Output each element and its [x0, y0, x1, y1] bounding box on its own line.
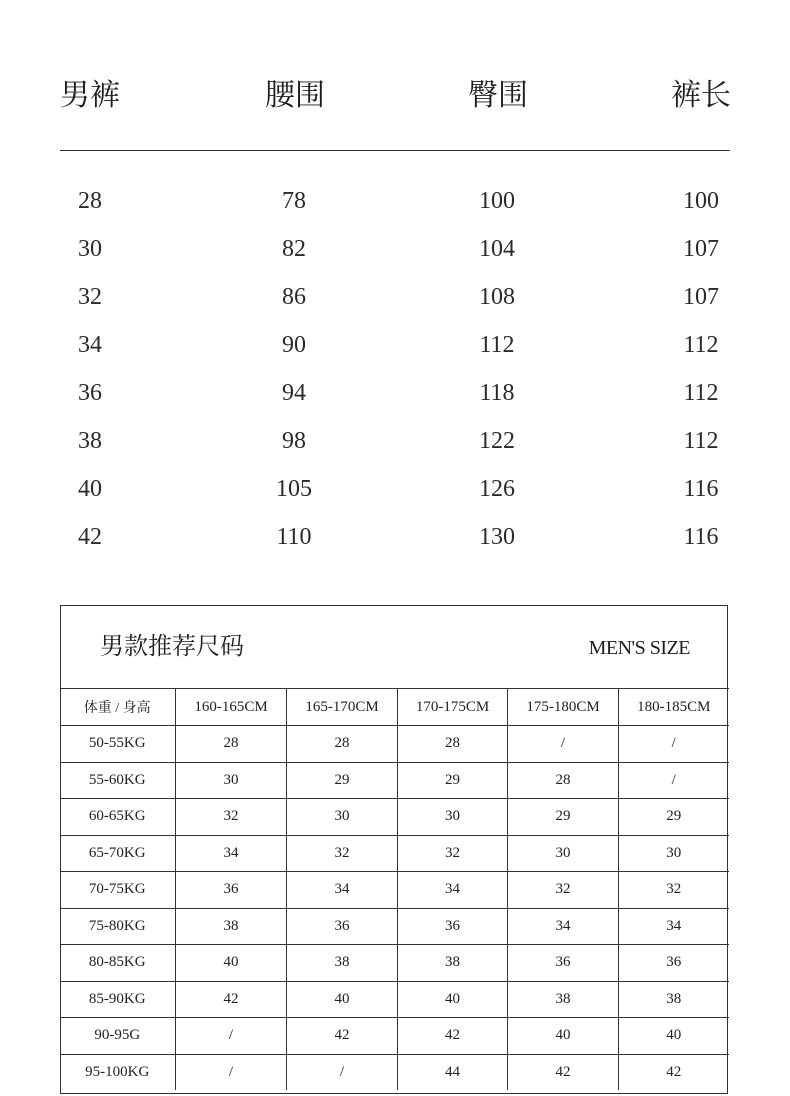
- recommended-size-cell: 32: [287, 835, 398, 872]
- recommended-size-cell: 30: [508, 835, 619, 872]
- pants-size-row: [60, 322, 730, 370]
- weight-range-cell: 65-70KG: [60, 835, 176, 872]
- hip-cell: 100: [479, 188, 515, 214]
- weight-range-cell: 80-85KG: [60, 945, 176, 982]
- height-column-header: 180-185CM: [619, 689, 729, 726]
- recommended-size-cell: /: [287, 1054, 398, 1090]
- pants-size-row: [60, 274, 730, 322]
- recommended-size-cell: 36: [287, 908, 398, 945]
- hip-cell: 130: [479, 524, 515, 550]
- recommended-size-cell: /: [176, 1054, 287, 1090]
- recommended-size-cell: 40: [508, 1018, 619, 1055]
- length-cell: 112: [683, 380, 719, 406]
- recommended-size-cell: 42: [287, 1018, 398, 1055]
- length-cell: 107: [683, 236, 719, 262]
- recommendation-row: [60, 1018, 729, 1055]
- recommended-size-cell: 40: [176, 945, 287, 982]
- recommended-size-cell: /: [619, 762, 729, 799]
- weight-range-cell: 50-55KG: [60, 726, 176, 763]
- recommended-size-cell: 34: [508, 908, 619, 945]
- weight-range-cell: 60-65KG: [60, 799, 176, 836]
- hip-cell: 108: [479, 284, 515, 310]
- recommended-size-cell: 30: [619, 835, 729, 872]
- recommended-size-cell: 30: [287, 799, 398, 836]
- hip-cell: 104: [479, 236, 515, 262]
- recommended-size-cell: 36: [176, 872, 287, 909]
- recommended-size-cell: 28: [287, 726, 398, 763]
- weight-range-cell: 55-60KG: [60, 762, 176, 799]
- recommended-size-cell: 42: [176, 981, 287, 1018]
- recommended-size-cell: 38: [176, 908, 287, 945]
- recommendation-row: [60, 981, 729, 1018]
- waist-cell: 78: [282, 188, 306, 214]
- length-cell: 112: [683, 428, 719, 454]
- length-cell: 100: [683, 188, 719, 214]
- recommended-size-cell: 30: [176, 762, 287, 799]
- pants-size-cell: 42: [78, 524, 102, 550]
- recommended-size-cell: 40: [619, 1018, 729, 1055]
- recommendation-row: [60, 945, 729, 982]
- pants-size-cell: 36: [78, 380, 102, 406]
- recommended-size-cell: 29: [508, 799, 619, 836]
- recommended-size-cell: 28: [398, 726, 508, 763]
- height-column-header: 165-170CM: [287, 689, 398, 726]
- pants-size-row: [60, 418, 730, 466]
- recommended-size-cell: 28: [176, 726, 287, 763]
- recommendation-row: [60, 799, 729, 836]
- length-cell: 116: [683, 524, 719, 550]
- recommendation-table: [60, 688, 729, 1090]
- waist-cell: 105: [276, 476, 312, 502]
- recommendation-row: [60, 908, 729, 945]
- pants-size-header: [60, 74, 730, 118]
- waist-cell: 90: [282, 332, 306, 358]
- recommended-size-cell: 42: [398, 1018, 508, 1055]
- header-length: 裤长: [671, 78, 731, 113]
- header-divider: [60, 150, 730, 151]
- recommended-size-cell: 32: [619, 872, 729, 909]
- pants-size-row: [60, 178, 730, 226]
- hip-cell: 112: [479, 332, 515, 358]
- recommendation-row: [60, 835, 729, 872]
- recommended-size-cell: 36: [508, 945, 619, 982]
- recommended-size-cell: 29: [619, 799, 729, 836]
- recommended-size-cell: 42: [619, 1054, 729, 1090]
- recommended-size-cell: 36: [619, 945, 729, 982]
- hip-cell: 118: [479, 380, 515, 406]
- recommendation-row: [60, 872, 729, 909]
- pants-size-cell: 40: [78, 476, 102, 502]
- recommendation-title-en: MEN'S SIZE: [588, 637, 690, 659]
- recommended-size-cell: 38: [398, 945, 508, 982]
- recommended-size-cell: 34: [398, 872, 508, 909]
- pants-size-row: [60, 370, 730, 418]
- header-waist: 腰围: [265, 78, 325, 113]
- waist-cell: 86: [282, 284, 306, 310]
- recommended-size-cell: 32: [176, 799, 287, 836]
- recommendation-title-cn: 男款推荐尺码: [100, 632, 244, 660]
- waist-cell: 110: [276, 524, 312, 550]
- length-cell: 112: [683, 332, 719, 358]
- weight-range-cell: 85-90KG: [60, 981, 176, 1018]
- recommended-size-cell: /: [508, 726, 619, 763]
- pants-size-cell: 38: [78, 428, 102, 454]
- pants-size-row: [60, 226, 730, 274]
- pants-size-cell: 30: [78, 236, 102, 262]
- recommended-size-cell: 40: [287, 981, 398, 1018]
- recommended-size-cell: /: [619, 726, 729, 763]
- hip-cell: 122: [479, 428, 515, 454]
- height-column-header: 170-175CM: [398, 689, 508, 726]
- hip-cell: 126: [479, 476, 515, 502]
- recommended-size-cell: 28: [508, 762, 619, 799]
- recommended-size-cell: 38: [287, 945, 398, 982]
- recommended-size-cell: 32: [398, 835, 508, 872]
- waist-cell: 82: [282, 236, 306, 262]
- recommended-size-cell: 30: [398, 799, 508, 836]
- pants-size-row: [60, 466, 730, 514]
- mens-size-recommendation: [60, 605, 728, 1094]
- weight-range-cell: 75-80KG: [60, 908, 176, 945]
- recommendation-row: [60, 762, 729, 799]
- corner-header: 体重 / 身高: [60, 689, 176, 726]
- pants-size-cell: 28: [78, 188, 102, 214]
- waist-cell: 98: [282, 428, 306, 454]
- recommended-size-cell: 34: [619, 908, 729, 945]
- pants-size-cell: 34: [78, 332, 102, 358]
- recommended-size-cell: 42: [508, 1054, 619, 1090]
- weight-range-cell: 95-100KG: [60, 1054, 176, 1090]
- recommended-size-cell: 44: [398, 1054, 508, 1090]
- header-pants-size: 男裤: [60, 78, 120, 113]
- recommended-size-cell: /: [176, 1018, 287, 1055]
- recommended-size-cell: 38: [619, 981, 729, 1018]
- recommendation-row: [60, 1054, 729, 1090]
- recommendation-row: [60, 726, 729, 763]
- recommended-size-cell: 34: [176, 835, 287, 872]
- recommended-size-cell: 32: [508, 872, 619, 909]
- length-cell: 116: [683, 476, 719, 502]
- pants-size-cell: 32: [78, 284, 102, 310]
- height-column-header: 160-165CM: [176, 689, 287, 726]
- header-hip: 臀围: [468, 78, 528, 113]
- weight-range-cell: 70-75KG: [60, 872, 176, 909]
- weight-range-cell: 90-95G: [60, 1018, 176, 1055]
- recommended-size-cell: 40: [398, 981, 508, 1018]
- length-cell: 107: [683, 284, 719, 310]
- recommended-size-cell: 38: [508, 981, 619, 1018]
- pants-size-row: [60, 514, 730, 562]
- recommended-size-cell: 29: [398, 762, 508, 799]
- waist-cell: 94: [282, 380, 306, 406]
- recommendation-title-bar: [61, 606, 727, 688]
- recommended-size-cell: 36: [398, 908, 508, 945]
- recommended-size-cell: 34: [287, 872, 398, 909]
- recommendation-header-row: [60, 689, 729, 726]
- height-column-header: 175-180CM: [508, 689, 619, 726]
- pants-size-table: [60, 178, 730, 562]
- recommended-size-cell: 29: [287, 762, 398, 799]
